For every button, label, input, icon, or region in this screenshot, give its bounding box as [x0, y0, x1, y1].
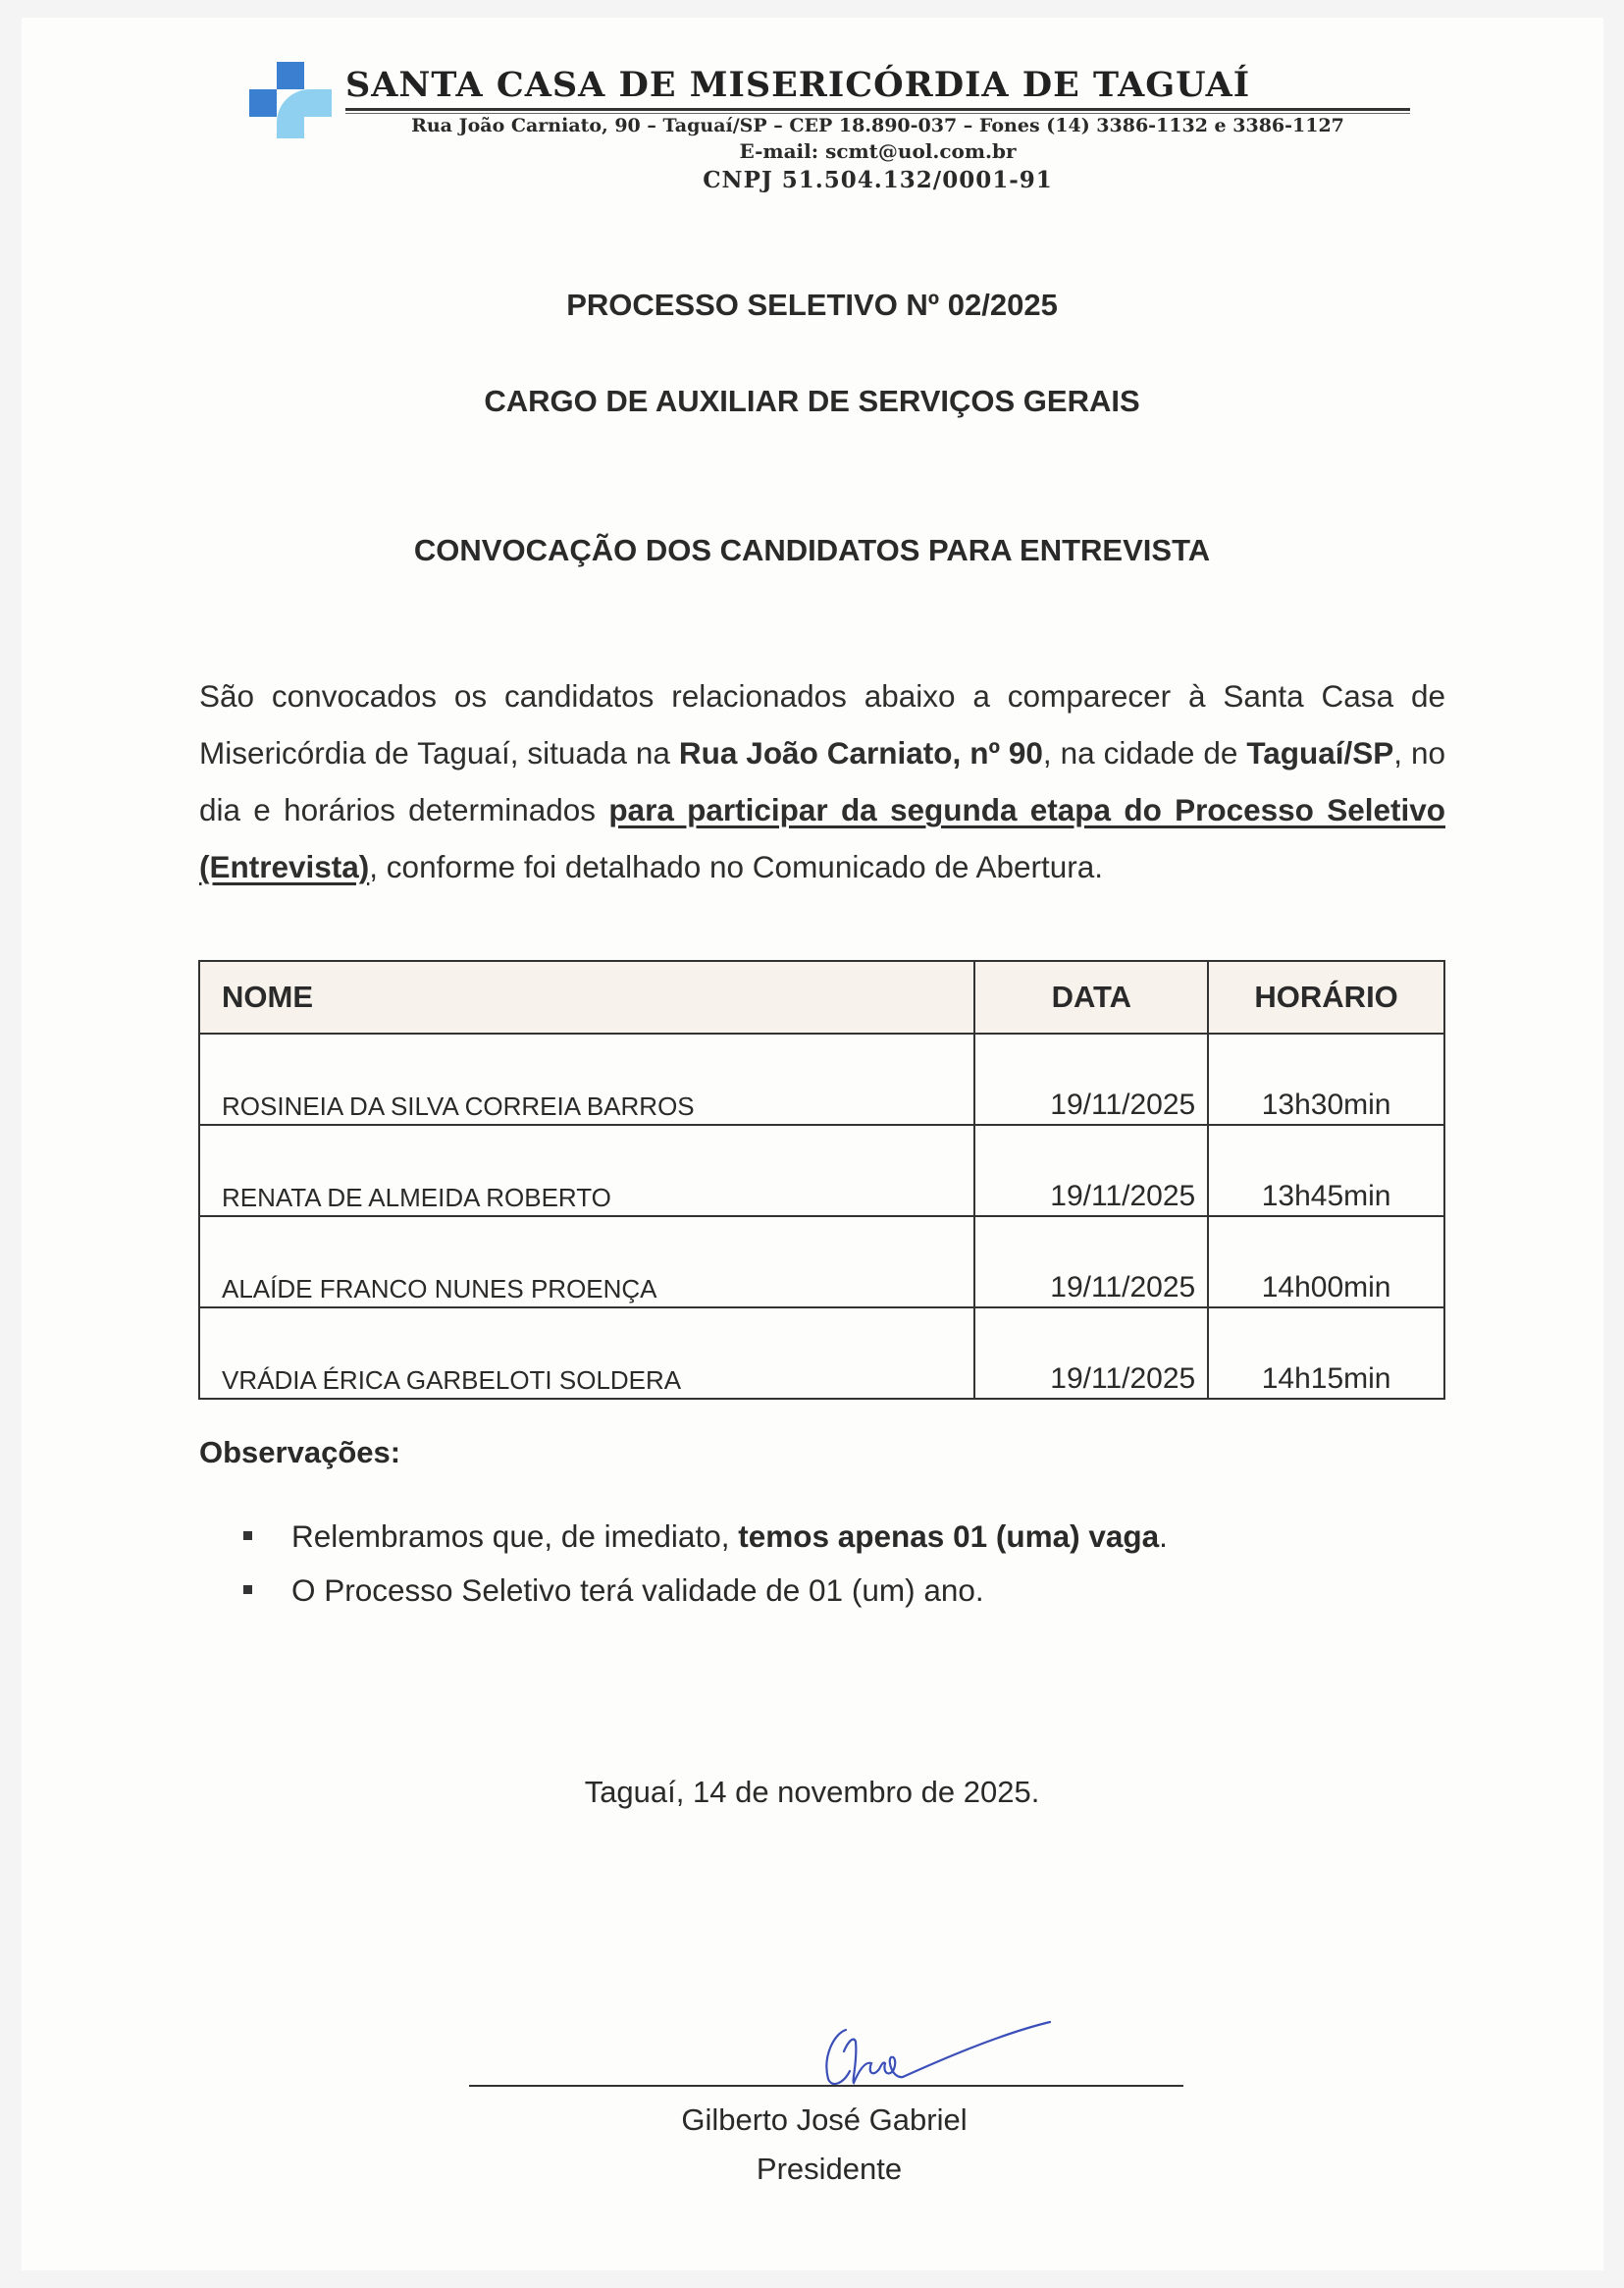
header-horario: HORÁRIO	[1208, 961, 1444, 1034]
underlined-purpose: para participar da segunda etapa do Processo Seletivo (Entrevista)	[199, 792, 1445, 884]
interview-date: 19/11/2025	[974, 1125, 1208, 1216]
candidate-name: VRÁDIA ÉRICA GARBELOTI SOLDERA	[199, 1307, 974, 1399]
signature-line	[469, 2085, 1183, 2087]
paragraph-text: São convocados os candidatos relacionados abaixo a comparecer à Santa Casa de Misericórdia de Taguaí, situada na	[199, 678, 1445, 771]
subject-title: CONVOCAÇÃO DOS CANDIDATOS PARA ENTREVISTA	[413, 533, 1211, 567]
bullet-icon	[243, 1585, 252, 1594]
header-data: DATA	[974, 961, 1208, 1034]
signature-icon	[814, 2012, 1060, 2091]
letterhead-rule-thin	[345, 113, 1410, 114]
candidate-name: ROSINEIA DA SILVA CORREIA BARROS	[199, 1034, 974, 1125]
interview-time: 13h30min	[1208, 1034, 1444, 1125]
candidate-name: RENATA DE ALMEIDA ROBERTO	[199, 1125, 974, 1216]
table-row	[199, 1307, 1444, 1399]
interview-time: 14h00min	[1208, 1216, 1444, 1307]
observation-text: .	[1159, 1518, 1168, 1554]
observation-text: O Processo Seletivo terá validade de 01 (um) ano.	[291, 1572, 984, 1608]
bullet-icon	[243, 1531, 252, 1540]
table-row	[199, 1125, 1444, 1216]
observation-item	[243, 1518, 1168, 1572]
interview-date: 19/11/2025	[974, 1307, 1208, 1399]
organization-address: Rua João Carniato, 90 – Taguaí/SP – CEP 18.890-037 – Fones (14) 3386-1132 e 3386-1127	[411, 115, 1344, 136]
table-row	[199, 1216, 1444, 1307]
observation-bold: temos apenas 01 (uma) vaga	[738, 1518, 1160, 1554]
table-header-row	[199, 961, 1444, 1034]
interview-time: 13h45min	[1208, 1125, 1444, 1216]
table-row	[199, 1034, 1444, 1125]
observations-title: Observações:	[199, 1435, 401, 1469]
city-bold: Taguaí/SP	[1246, 735, 1394, 771]
organization-name: SANTA CASA DE MISERICÓRDIA DE TAGUAÍ	[345, 65, 1251, 105]
address-bold: Rua João Carniato, nº 90	[678, 735, 1043, 771]
organization-email: E-mail: scmt@uol.com.br	[739, 139, 1017, 163]
paragraph-text: , na cidade de	[1042, 735, 1247, 771]
letterhead-rule	[345, 108, 1410, 111]
date-line: Taguaí, 14 de novembro de 2025.	[584, 1775, 1040, 1809]
interview-date: 19/11/2025	[974, 1034, 1208, 1125]
process-title: PROCESSO SELETIVO Nº 02/2025	[566, 288, 1058, 322]
signatory-name: Gilberto José Gabriel	[681, 2102, 968, 2137]
observations-list	[243, 1518, 1168, 1626]
organization-cnpj: CNPJ 51.504.132/0001-91	[703, 167, 1053, 193]
observation-item	[243, 1572, 1168, 1626]
signatory-role: Presidente	[756, 2152, 903, 2186]
header-nome: NOME	[199, 961, 974, 1034]
candidates-table	[198, 960, 1445, 1400]
convocation-paragraph	[199, 667, 1445, 895]
observation-text: Relembramos que, de imediato,	[291, 1518, 739, 1554]
interview-time: 14h15min	[1208, 1307, 1444, 1399]
paragraph-text: , no dia e horários determinados	[199, 735, 1445, 827]
position-title: CARGO DE AUXILIAR DE SERVIÇOS GERAIS	[484, 384, 1140, 418]
cross-logo-icon	[249, 62, 340, 146]
interview-date: 19/11/2025	[974, 1216, 1208, 1307]
candidate-name: ALAÍDE FRANCO NUNES PROENÇA	[199, 1216, 974, 1307]
paragraph-text: , conforme foi detalhado no Comunicado de Abertura.	[369, 849, 1104, 884]
